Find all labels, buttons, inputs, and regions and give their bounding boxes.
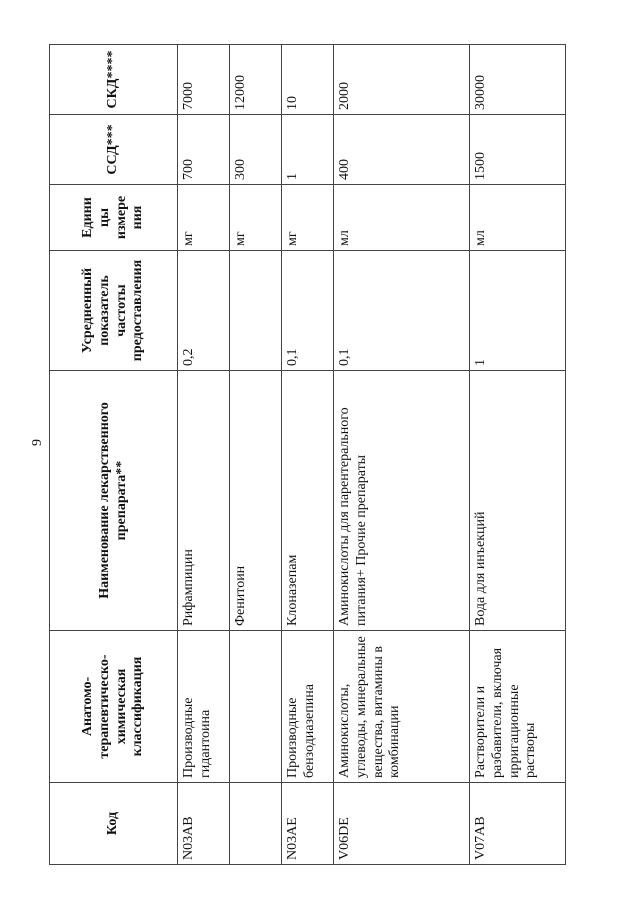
cell-ssd: 1: [282, 115, 334, 185]
cell-unit: мг: [282, 185, 334, 251]
cell-name: Вода для инъекций: [470, 371, 566, 631]
cell-ssd: 700: [178, 115, 230, 185]
cell-atc: Производные гидантоина: [178, 631, 230, 783]
cell-unit: мг: [178, 185, 230, 251]
cell-code: N03AB: [178, 783, 230, 865]
header-ssd: ССД***: [50, 115, 178, 185]
header-row: [50, 45, 178, 865]
cell-code: [230, 783, 282, 865]
cell-name: Фенитоин: [230, 371, 282, 631]
cell-atc: Аминокислоты, углеводы, минеральные вещества, витамины в комбинации: [334, 631, 470, 783]
table-row: [230, 45, 282, 865]
cell-atc: [230, 631, 282, 783]
cell-freq: 0,1: [282, 251, 334, 371]
cell-freq: 0,1: [334, 251, 470, 371]
cell-unit: мл: [470, 185, 566, 251]
table-row: [282, 45, 334, 865]
page-number: 9: [30, 439, 45, 446]
header-name: Наименование лекарственного препарата**: [50, 371, 178, 631]
cell-atc: Производные бензодиазепина: [282, 631, 334, 783]
header-code: Код: [50, 783, 178, 865]
cell-freq: [230, 251, 282, 371]
cell-ssd: 300: [230, 115, 282, 185]
table-row: [470, 45, 566, 865]
cell-code: N03AE: [282, 783, 334, 865]
cell-name: Клоназепам: [282, 371, 334, 631]
cell-code: V06DE: [334, 783, 470, 865]
cell-skd: 30000: [470, 45, 566, 115]
cell-skd: 12000: [230, 45, 282, 115]
cell-name: Аминокислоты для парентерального питания+ Прочие препараты: [334, 371, 470, 631]
cell-atc: Растворители и разбавители, включая ирригационные растворы: [470, 631, 566, 783]
table-row: [178, 45, 230, 865]
cell-freq: 1: [470, 251, 566, 371]
cell-code: V07AB: [470, 783, 566, 865]
rotated-table-container: [49, 45, 589, 865]
cell-skd: 10: [282, 45, 334, 115]
cell-skd: 7000: [178, 45, 230, 115]
table-row: [334, 45, 470, 865]
cell-unit: мл: [334, 185, 470, 251]
cell-skd: 2000: [334, 45, 470, 115]
cell-ssd: 400: [334, 115, 470, 185]
header-skd: СКД****: [50, 45, 178, 115]
cell-freq: 0,2: [178, 251, 230, 371]
cell-ssd: 1500: [470, 115, 566, 185]
drug-table: [49, 44, 566, 865]
header-atc: Анатомо-терапевтическо-химическая классификация: [50, 631, 178, 783]
header-unit: Едини цы измере ния: [50, 185, 178, 251]
cell-name: Рифампицин: [178, 371, 230, 631]
header-freq: Усредненный показатель частоты предоставления: [50, 251, 178, 371]
cell-unit: мг: [230, 185, 282, 251]
